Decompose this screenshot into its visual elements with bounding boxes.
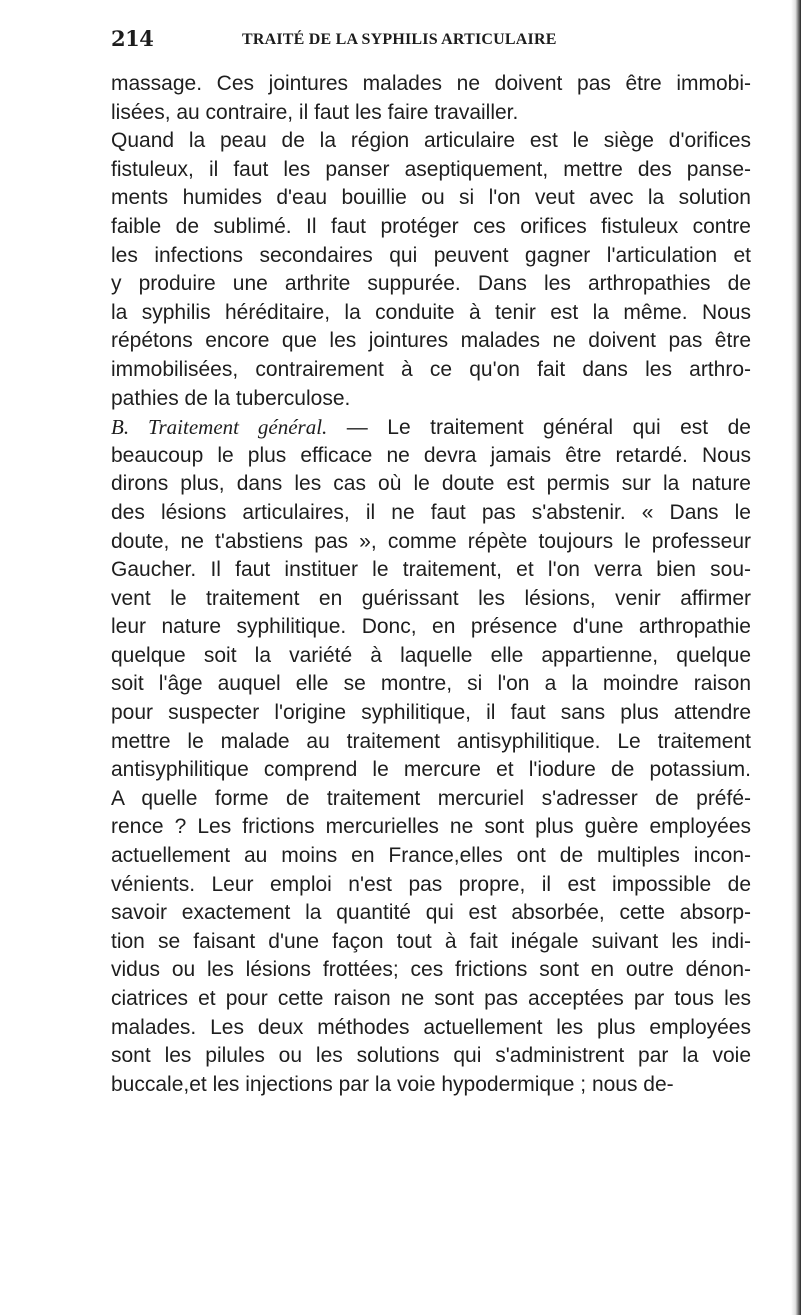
body-text: [111, 70, 751, 1099]
text-line: dirons plus, dans les cas où le doute est permis sur la nature: [111, 472, 751, 496]
section-heading-line: [111, 413, 751, 442]
page-edge-shadow: [791, 0, 801, 1315]
text-line: sont les pilules ou les solutions qui s'administrent par la voie: [111, 1044, 751, 1068]
text-line: vent le traitement en guérissant les lésions, venir affirmer: [111, 586, 751, 610]
text-line: ments humides d'eau bouillie ou si l'on veut avec la solution: [111, 186, 751, 210]
text-line: actuellement au moins en France,elles ont de multiples incon-: [111, 844, 751, 868]
text-line: mettre le malade au traitement antisyphilitique. Le traitement: [111, 729, 751, 753]
text-line: beaucoup le plus efficace ne devra jamais être retardé. Nous: [111, 443, 751, 467]
text-line: des lésions articulaires, il ne faut pas s'abstenir. « Dans le: [111, 500, 751, 524]
text-line: Quand la peau de la région articulaire est le siège d'orifices: [111, 129, 751, 153]
section-heading-rest: — Le traitement général qui est de: [327, 416, 751, 440]
text-line: massage. Ces jointures malades ne doivent pas être immobi-: [111, 72, 751, 95]
text-line: faible de sublimé. Il faut protéger ces orifices fistuleux contre: [111, 214, 751, 238]
text-line: soit l'âge auquel elle se montre, si l'on a la moindre raison: [111, 672, 751, 696]
text-line: pour suspecter l'origine syphilitique, il faut sans plus attendre: [111, 701, 751, 725]
text-line: Gaucher. Il faut instituer le traitement, et l'on verra bien sou-: [111, 558, 751, 582]
text-line: buccale,et les injections par la voie hypodermique ; nous de-: [111, 1072, 674, 1096]
text-line: tion se faisant d'une façon tout à fait inégale suivant les indi-: [111, 929, 751, 953]
section-heading: B. Traitement général.: [111, 415, 328, 440]
text-line: leur nature syphilitique. Donc, en présence d'une arthropathie: [111, 615, 751, 639]
text-line: répétons encore que les jointures malades ne doivent pas être: [111, 329, 751, 353]
text-line: fistuleux, il faut les panser aseptiquement, mettre des panse-: [111, 157, 751, 181]
text-line: rence ? Les frictions mercurielles ne sont plus guère employées: [111, 815, 751, 839]
text-line: savoir exactement la quantité qui est absorbée, cette absorp-: [111, 901, 751, 925]
text-line: pathies de la tuberculose.: [111, 386, 351, 410]
text-line: la syphilis héréditaire, la conduite à tenir est la même. Nous: [111, 300, 751, 324]
text-line: vidus ou les lésions frottées; ces frictions sont en outre dénon-: [111, 958, 751, 982]
text-line: doute, ne t'abstiens pas », comme répète toujours le professeur: [111, 529, 751, 553]
text-line: quelque soit la variété à laquelle elle appartienne, quelque: [111, 643, 751, 667]
page-header: [111, 26, 751, 60]
text-line: lisées, au contraire, il faut les faire travailler.: [111, 100, 519, 124]
page-number: 214: [111, 26, 154, 51]
text-line: les infections secondaires qui peuvent gagner l'articulation et: [111, 243, 751, 267]
text-line: antisyphilitique comprend le mercure et l'iodure de potassium.: [111, 758, 751, 782]
running-head: TRAITÉ DE LA SYPHILIS ARTICULAIRE: [242, 31, 557, 48]
text-line: malades. Les deux méthodes actuellement les plus employées: [111, 1015, 751, 1039]
text-line: y produire une arthrite suppurée. Dans les arthropathies de: [111, 272, 751, 296]
text-line: vénients. Leur emploi n'est pas propre, il est impossible de: [111, 872, 751, 896]
text-line: A quelle forme de traitement mercuriel s'adresser de préfé-: [111, 786, 751, 810]
text-line: ciatrices et pour cette raison ne sont pas acceptées par tous les: [111, 987, 751, 1010]
text-line: immobilisées, contrairement à ce qu'on fait dans les arthro-: [111, 357, 751, 381]
